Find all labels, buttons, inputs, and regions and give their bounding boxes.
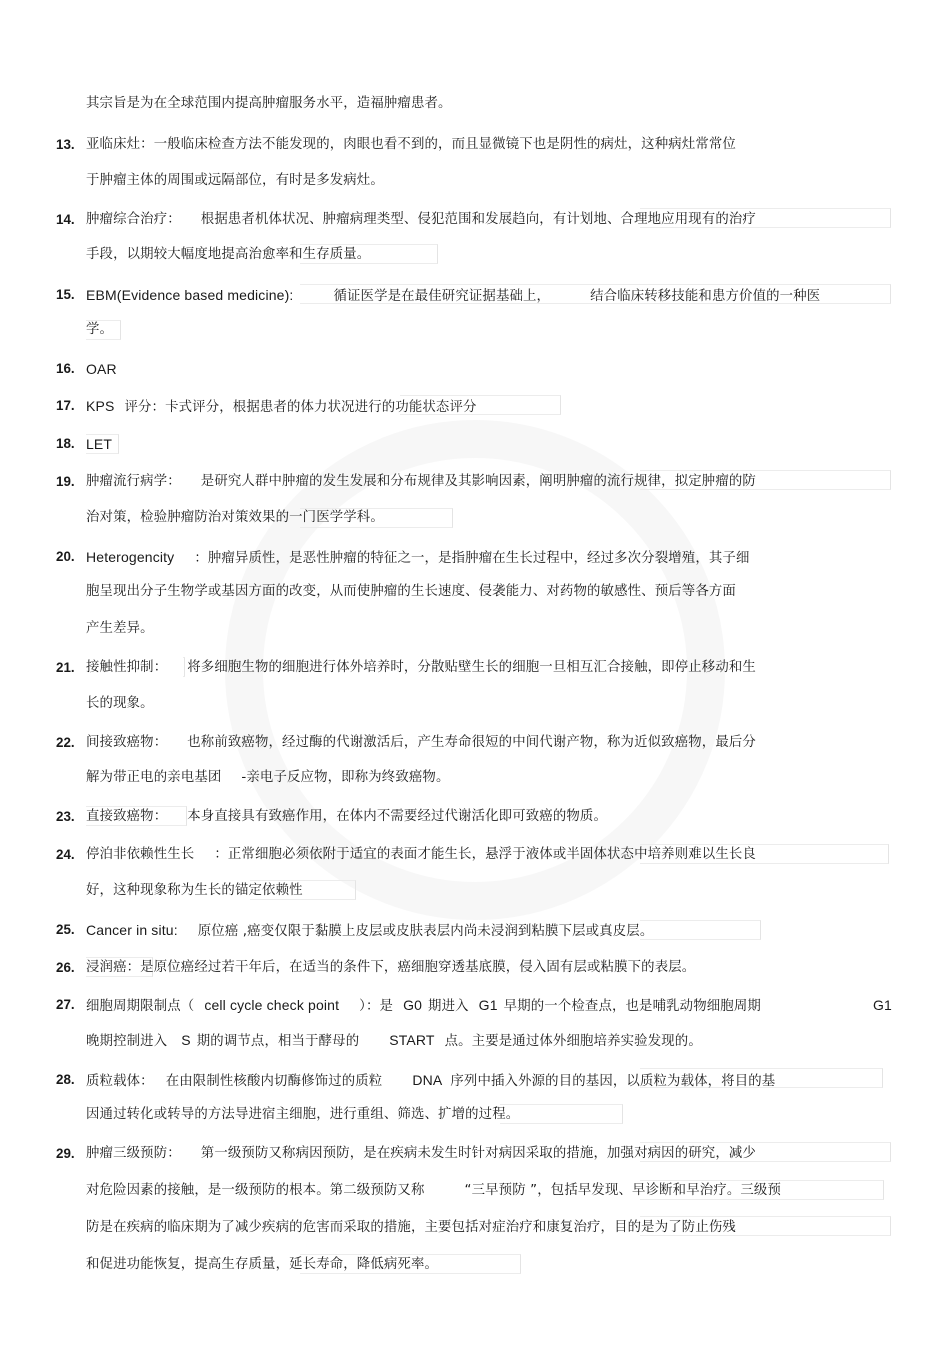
term: LET — [86, 436, 113, 452]
definition-text: 在由限制性核酸内切酶修饰过的质粒 — [165, 1074, 383, 1089]
definition-text: 结合临床转移技能和患方价值的一种医 — [590, 289, 821, 304]
item-number: 28. — [56, 1072, 75, 1087]
definition-text: ：正常细胞必须依附于适宜的表面才能生长，悬浮于液体或半固体状态中培养则难以生长良 — [214, 847, 756, 862]
definition-line: 长的现象。 — [86, 696, 154, 711]
text-frame — [640, 920, 761, 940]
definition-text: 第一级预防又称病因预防，是在疾病未发生时针对病因采取的措施，加强对病因的研究，减少 — [200, 1146, 756, 1161]
definition-line: 防是在疾病的临床期为了减少疾病的危害而采取的措施，主要包括对症治疗和康复治疗，目的是为了防止伤残 — [86, 1220, 736, 1235]
term: 直接致癌物： — [86, 809, 168, 824]
definition-line: 因通过转化或转导的方法导进宿主细胞，进行重组、筛选、扩增的过程。 — [86, 1107, 520, 1122]
item-number: 17. — [56, 398, 75, 413]
item-number: 20. — [56, 549, 75, 564]
definition-line — [86, 473, 756, 491]
term: 肿瘤流行病学： — [86, 474, 181, 489]
definition-text: 将多细胞生物的细胞进行体外培养时，分散贴壁生长的细胞一旦相互汇合接触，即停止移动和生 — [187, 660, 756, 675]
item-number: 26. — [56, 960, 75, 975]
term: OAR — [86, 361, 117, 377]
definition-line — [86, 136, 736, 154]
definition-line: 好，这种现象称为生长的锚定依赖性 — [86, 883, 303, 898]
definition-text: 评分：卡式评分，根据患者的体力状况进行的功能状态评分 — [124, 400, 477, 415]
definition-line: 手段，以期较大幅度地提高治愈率和生存质量。 — [86, 247, 371, 262]
definition-text: 也称前致癌物，经过酶的代谢激活后，产生寿命很短的中间代谢产物，称为近似致癌物，最后分 — [187, 735, 756, 750]
item-number: 22. — [56, 735, 75, 750]
paragraph-line: 其宗旨是为在全球范围内提高肿瘤服务水平，造福肿瘤患者。 — [86, 96, 452, 111]
definition-line: 产生差异。 — [86, 621, 154, 636]
item-number: 13. — [56, 137, 75, 152]
definition-line: 学。 — [86, 322, 114, 337]
item-number: 18. — [56, 436, 75, 451]
definition-text: ：肿瘤异质性，是恶性肿瘤的特征之一，是指肿瘤在生长过程中，经过多次分裂增殖，其子细 — [194, 551, 750, 566]
item-number: 21. — [56, 660, 75, 675]
definition-text: 解为带正电的亲电基团 — [86, 770, 222, 785]
term: 质粒载体： — [86, 1074, 154, 1089]
definition-line: 胞呈现出分子生物学或基因方面的改变，从而使肿瘤的生长速度、侵袭能力、对药物的敏感性、预后等各方面 — [86, 584, 736, 599]
term: KPS — [86, 398, 115, 414]
term: EBM(Evidence based medicine): — [86, 287, 294, 303]
term: 间接致癌物： — [86, 735, 168, 750]
item-number: 25. — [56, 922, 75, 937]
term: Heterogencity — [86, 549, 175, 565]
term: 肿瘤三级预防： — [86, 1146, 181, 1161]
term: 接触性抑制： — [86, 660, 168, 675]
definition-line — [86, 659, 756, 677]
definition-line: 治对策，检验肿瘤防治对策效果的一门医学学科。 — [86, 510, 384, 525]
item-number: 27. — [56, 997, 75, 1012]
term: 停泊非依赖性生长 — [86, 847, 195, 862]
item-number: 23. — [56, 809, 75, 824]
item-number: 15. — [56, 287, 75, 302]
item-number: 16. — [56, 361, 75, 376]
definition-line — [86, 211, 756, 229]
term: 亚临床灶： — [86, 137, 154, 152]
definition-line: 和促进功能恢复，提高生存质量，延长寿命，降低病死率。 — [86, 1257, 439, 1272]
definition-line — [86, 397, 477, 417]
term: Cancer in situ: — [86, 922, 178, 938]
term-english: cell cycle check point — [204, 997, 340, 1013]
definition-line — [86, 959, 695, 977]
term: 浸润癌： — [86, 960, 141, 975]
definition-text: 根据患者机体状况、肿瘤病理类型、侵犯范围和发展趋向，有计划地、合理地应用现有的治疗 — [200, 212, 756, 227]
definition-line: 于肿瘤主体的周围或远隔部位，有时是多发病灶。 — [86, 173, 384, 188]
item-number: 24. — [56, 847, 75, 862]
item-number: 14. — [56, 212, 75, 227]
definition-line — [86, 286, 820, 306]
definition-line: 晚期控制进入 S 期的调节点，相当于酵母的 START 点。主要是通过体外细胞培养实验发现的。 — [86, 1032, 702, 1049]
term: 细胞周期限制点（ — [86, 999, 195, 1014]
definition-line — [86, 846, 756, 864]
definition-text: 原位癌 ,癌变仅限于黏膜上皮层或皮肤表层内尚未浸润到粘膜下层或真皮层。 — [197, 924, 654, 939]
definition-line — [86, 1145, 756, 1163]
definition-line — [86, 921, 653, 941]
definition-text: 是原位癌经过若干年后，在适当的条件下，癌细胞穿透基底膜，侵入固有层或粘膜下的表层。 — [140, 960, 696, 975]
definition-text: 循证医学是在最佳研究证据基础上， — [333, 289, 551, 304]
item-number: 19. — [56, 474, 75, 489]
definition-text: 本身直接具有致癌作用，在体内不需要经过代谢活化即可致癌的物质。 — [187, 809, 608, 824]
definition-line — [86, 734, 756, 752]
item-number: 29. — [56, 1146, 75, 1161]
definition-line: 细胞周期限制点（ cell cycle check point ）：是 G0 期进入 G1 早期的一个检查点，也是哺乳动物细胞周期 G1 — [86, 997, 892, 1014]
definition-line: 质粒载体： 在由限制性核酸内切酶修饰过的质粒 DNA 序列中插入外源的目的基因，以质粒为载体，将目的基 — [86, 1072, 776, 1089]
definition-line: 对危险因素的接触，是一级预防的根本。第二级预防又称 “三早预防 ”，包括早发现、早诊断和早治疗。三级预 — [86, 1183, 781, 1198]
definition-line — [86, 769, 450, 787]
definition-text: 一般临床检查方法不能发现的，肉眼也看不到的，而且显微镜下也是阴性的病灶，这种病灶常常位 — [153, 137, 736, 152]
definition-line — [86, 808, 607, 826]
term: 肿瘤综合治疗： — [86, 212, 181, 227]
definition-line — [86, 548, 750, 568]
definition-text: ）：是 — [359, 999, 394, 1014]
definition-text: 是研究人群中肿瘤的发生发展和分布规律及其影响因素，阐明肿瘤的流行规律，拟定肿瘤的防 — [200, 474, 756, 489]
definition-text: -亲电子反应物，即称为终致癌物。 — [241, 770, 450, 785]
